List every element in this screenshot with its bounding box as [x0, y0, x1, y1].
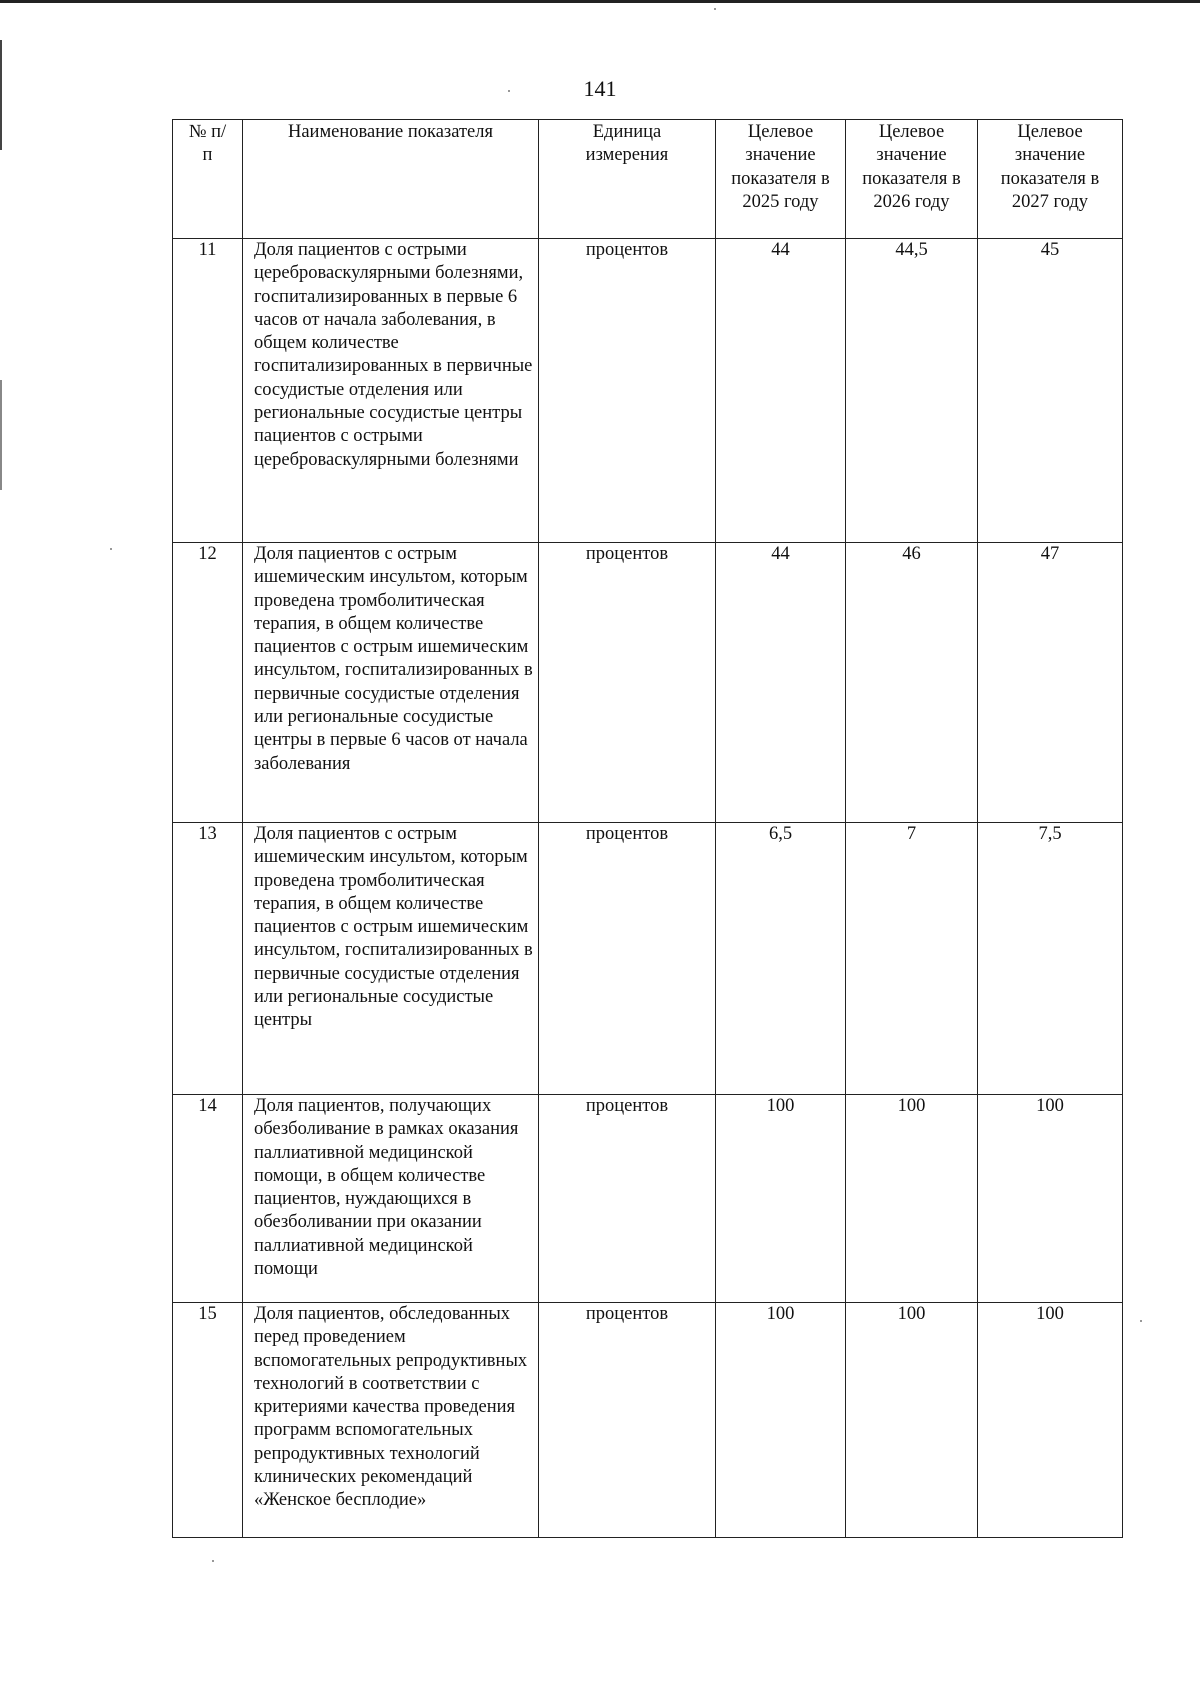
value-2027: 7,5 [978, 823, 1123, 1095]
header-num: № п/п [173, 120, 243, 239]
scan-speck [508, 90, 510, 92]
scan-speck [1140, 1320, 1142, 1322]
value-2026: 100 [846, 1095, 978, 1303]
header-name: Наименование показателя [243, 120, 539, 239]
table-row [173, 823, 1123, 1095]
value-2027: 47 [978, 543, 1123, 823]
row-number: 15 [173, 1303, 243, 1538]
unit: процентов [539, 823, 716, 1095]
indicator-name: Доля пациентов, обследованных перед проведением вспомогательных репродуктивных технологий в соответствии с критериями качества проведения программ вспомогательных репродуктивных технологий клинических рекомендаций «Женское бесплодие» [243, 1303, 539, 1538]
value-2025: 44 [716, 543, 846, 823]
unit: процентов [539, 1095, 716, 1303]
scan-edge-left-lower [0, 380, 2, 490]
table-row [173, 1095, 1123, 1303]
row-number: 11 [173, 239, 243, 543]
header-2027: Целевое значение показателя в 2027 году [978, 120, 1123, 239]
value-2025: 100 [716, 1303, 846, 1538]
indicator-name: Доля пациентов с острым ишемическим инсультом, которым проведена тромболитическая терапия, в общем количестве пациентов с острым ишемическим инсультом, госпитализированных в первичные сосудистые отделения или региональные сосудистые центры в первые 6 часов от начала заболевания [243, 543, 539, 823]
scan-edge-top [0, 0, 1200, 3]
scan-speck [212, 1560, 214, 1562]
value-2027: 45 [978, 239, 1123, 543]
page-number: 141 [583, 76, 617, 101]
table-header-row [173, 120, 1123, 239]
header-unit: Единица измерения [539, 120, 716, 239]
value-2025: 100 [716, 1095, 846, 1303]
value-2027: 100 [978, 1095, 1123, 1303]
scan-speck [714, 8, 716, 10]
value-2025: 44 [716, 239, 846, 543]
table-row [173, 543, 1123, 823]
indicator-name: Доля пациентов с острыми цереброваскулярными болезнями, госпитализированных в первые 6 часов от начала заболевания, в общем количестве госпитализированных в первичные сосудистые отделения или региональные сосудистые центры пациентов с острыми цереброваскулярными болезнями [243, 239, 539, 543]
value-2027: 100 [978, 1303, 1123, 1538]
scan-speck [110, 548, 112, 550]
value-2026: 7 [846, 823, 978, 1095]
unit: процентов [539, 1303, 716, 1538]
unit: процентов [539, 239, 716, 543]
row-number: 13 [173, 823, 243, 1095]
value-2025: 6,5 [716, 823, 846, 1095]
unit: процентов [539, 543, 716, 823]
table-row [173, 1303, 1123, 1538]
row-number: 12 [173, 543, 243, 823]
header-2025: Целевое значение показателя в 2025 году [716, 120, 846, 239]
value-2026: 100 [846, 1303, 978, 1538]
table-row [173, 239, 1123, 543]
indicator-name: Доля пациентов с острым ишемическим инсультом, которым проведена тромболитическая терапия, в общем количестве пациентов с острым ишемическим инсультом, госпитализированных в первичные сосудистые отделения или региональные сосудистые центры [243, 823, 539, 1095]
header-2026: Целевое значение показателя в 2026 году [846, 120, 978, 239]
value-2026: 44,5 [846, 239, 978, 543]
indicators-table [172, 119, 1123, 1538]
row-number: 14 [173, 1095, 243, 1303]
value-2026: 46 [846, 543, 978, 823]
indicator-name: Доля пациентов, получающих обезболивание в рамках оказания паллиативной медицинской помощи, в общем количестве пациентов, нуждающихся в обезболивании при оказании паллиативной медицинской помощи [243, 1095, 539, 1303]
